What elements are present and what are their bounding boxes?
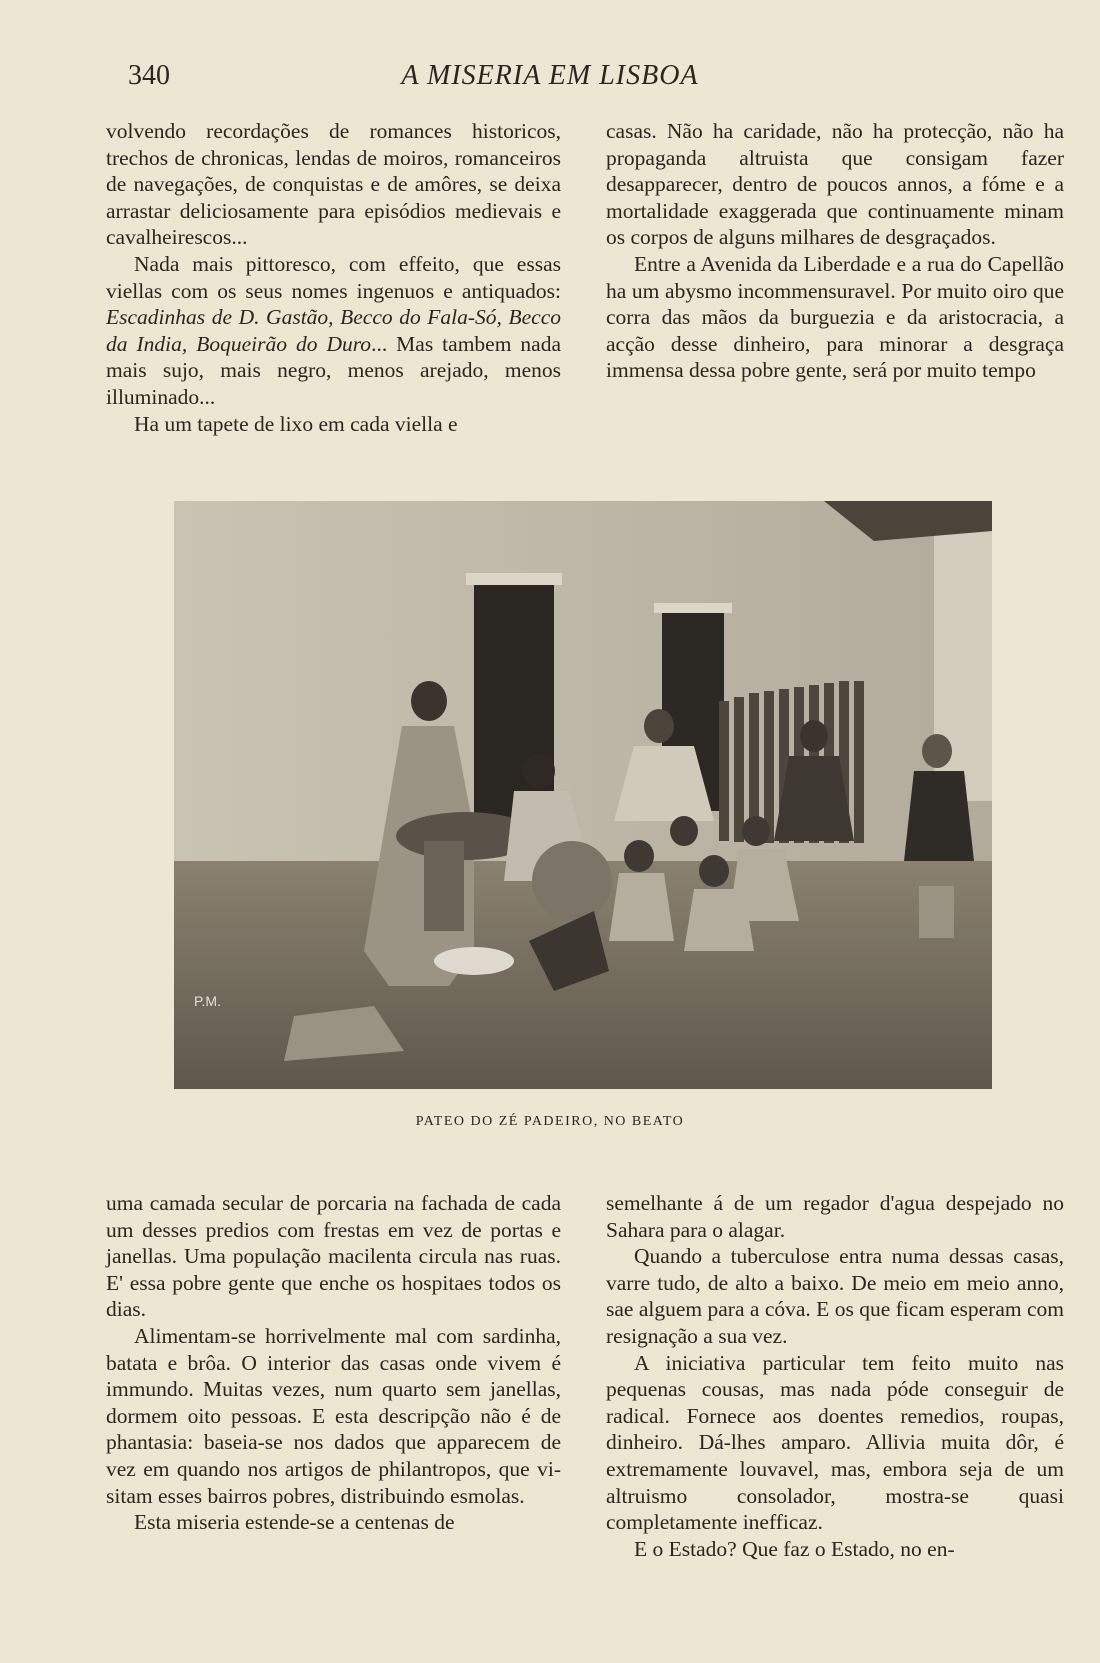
- paragraph: uma camada secular de porcaria na fachada de cada um desses predios com frestas em vez de portas e janellas. Uma população macilenta circula nas ruas. E' essa pobre gente que enche os hospitaes todos os dias.: [106, 1191, 561, 1322]
- figure-caption: PATEO DO ZÉ PADEIRO, NO BEATO: [415, 1114, 685, 1129]
- paragraph-text: Nada mais pittoresco, com effeito, que essas viellas com os seus nomes ingenuos e antiquados:: [106, 251, 561, 303]
- photograph-illustration: [174, 501, 992, 1089]
- page-header: [0, 60, 1100, 100]
- paragraph: casas. Não ha caridade, não ha protecção, não ha propaganda altruista que consigam fazer desapparecer, dentro de poucos annos, a fóme e a mortalidade exaggerada que continuamente minam os corpos de alguns milhares de desgraçados.: [606, 119, 1064, 250]
- paragraph: Quando a tuberculose entra numa dessas casas, varre tudo, de alto a baixo. De meio em meio anno, sae alguem para a cóva. E os que ficam esperam com resignação a sua vez.: [606, 1244, 1064, 1348]
- paragraph: [106, 251, 561, 411]
- top-left-column: [106, 118, 561, 437]
- paragraph: Entre a Avenida da Liberdade e a rua do Capellão ha um abysmo incommensuravel. Por muito oiro que corra das mãos da burguezia e da aristocracia, a acção desse dinheiro, para minorar a desgraça immensa dessa pobre gente, será por muito tempo: [606, 251, 1064, 383]
- paragraph-text: ... Mas tambem nada mais sujo, mais negro, menos arejado, menos illuminado...: [106, 331, 562, 409]
- bottom-left-column: [106, 1190, 561, 1536]
- paragraph: semelhante á de um regador d'agua despejado no Sahara para o alagar.: [606, 1191, 1064, 1242]
- paragraph: Alimentam-se horrivelmente mal com sardinha, batata e brôa. O interior das casas onde vivem é immundo. Muitas vezes, num quarto sem janellas, dormem oito pessoas. E esta descripção não é de phantasia: baseia-se nos dados que apparecem de vez em quando nos artigos de philantropos, que visitam esses bairros pobres, distribuindo esmolas.: [106, 1323, 561, 1508]
- photograph: [174, 501, 992, 1089]
- street-names: Escadinhas de D. Gastão, Becco do Fala-Só, Becco da India, Boqueirão do Duro: [106, 305, 561, 356]
- page-number: 340: [128, 60, 170, 91]
- photographer-signature: P.M.: [194, 993, 221, 1009]
- paragraph: volvendo recordações de romances historicos, trechos de chronicas, lendas de moiros, romanceiros de navegações, de conquistas e de amôres, se deixa arrastar deliciosamente para episódios medievais e cavalheirescos...: [106, 119, 561, 250]
- running-title: A MISERIA EM LISBOA: [401, 60, 699, 91]
- bottom-right-column: [606, 1190, 1064, 1562]
- paragraph: Esta miseria estende-se a centenas de: [134, 1510, 455, 1535]
- top-right-column: [606, 118, 1064, 384]
- paragraph: E o Estado? Que faz o Estado, no en-: [634, 1536, 955, 1561]
- paragraph: Ha um tapete de lixo em cada viella e: [134, 411, 458, 436]
- paragraph: A iniciativa particular tem feito muito nas pequenas cousas, mas nada póde conseguir de radical. Fornece aos doentes remedios, roupas, dinheiro. Dá-lhes amparo. Allivia muita dôr, é extremamente louvavel, mas, embora seja de um altruismo consolador, mostra-se quasi completamente inefficaz.: [606, 1350, 1064, 1535]
